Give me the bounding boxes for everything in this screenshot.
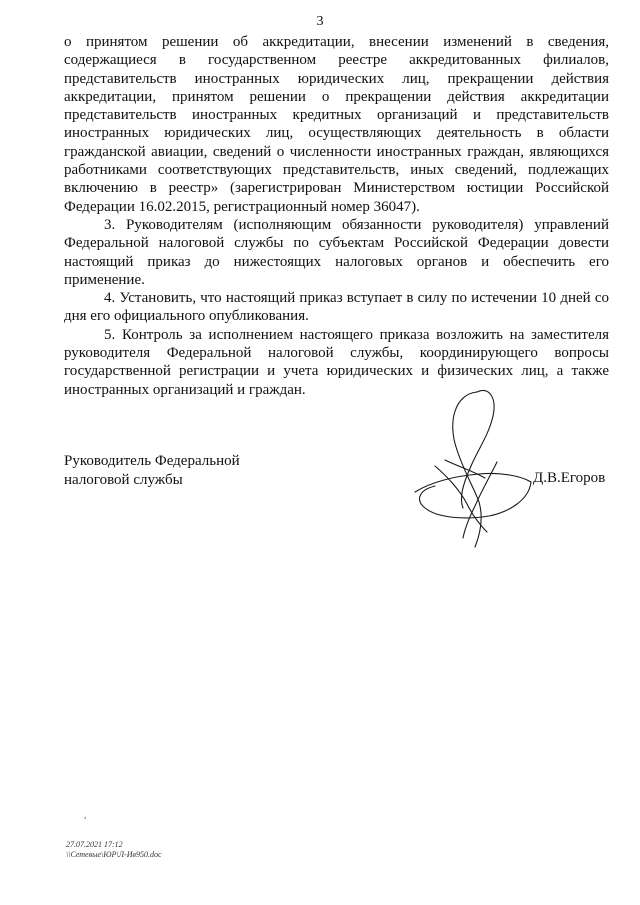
paragraph-continuation: о принятом решении об аккредитации, внесении изменений в сведения, содержащиеся в государственном реестре аккредитованных филиалов, представительств иностранных юридических лиц, прекращении действия аккредитации, принятом решении о прекращении действия аккредитации представительств иностранных кредитных организаций и представительств иностранных юридических лиц, осуществляющих деятельность в области гражданской авиации, сведений о численности иностранных граждан, являющихся работниками соответствующих представительств, иных сведений, подлежащих включению в реестр» (зарегистрирован Министерством юстиции Российской Федерации 16.02.2015, регистрационный номер 36047). — [64, 34, 609, 215]
paragraph-item-4: 4. Установить, что настоящий приказ вступает в силу по истечении 10 дней со дня его официального опубликования. — [64, 290, 609, 325]
footer-filepath: \\Сетевые\ЮР\Л-Ив950.doc — [66, 850, 162, 859]
signatory-title-line2: налоговой службы — [64, 472, 183, 488]
stray-mark: , — [84, 810, 87, 820]
paragraph-item-3: 3. Руководителям (исполняющим обязанности руководителя) управлений Федеральной налоговой службы по субъектам Российской Федерации довести настоящий приказ до нижестоящих налоговых органов и обеспечить его применение. — [64, 216, 609, 288]
handwritten-signature — [405, 382, 545, 552]
signatory-title-line1: Руководитель Федеральной — [64, 453, 240, 469]
signatory-title — [64, 452, 240, 490]
page-number: 3 — [316, 14, 324, 29]
paragraph-item-5: 5. Контроль за исполнением настоящего приказа возложить на заместителя руководителя Федеральной налоговой службы, координирующего вопросы государственной регистрации и учета юридических и физических лиц, а также иностранных организаций и граждан. — [64, 326, 609, 398]
signatory-name: Д.В.Егоров — [533, 470, 606, 486]
document-body — [64, 33, 609, 399]
document-footer — [66, 840, 162, 860]
footer-datetime: 27.07.2021 17:12 — [66, 840, 123, 849]
